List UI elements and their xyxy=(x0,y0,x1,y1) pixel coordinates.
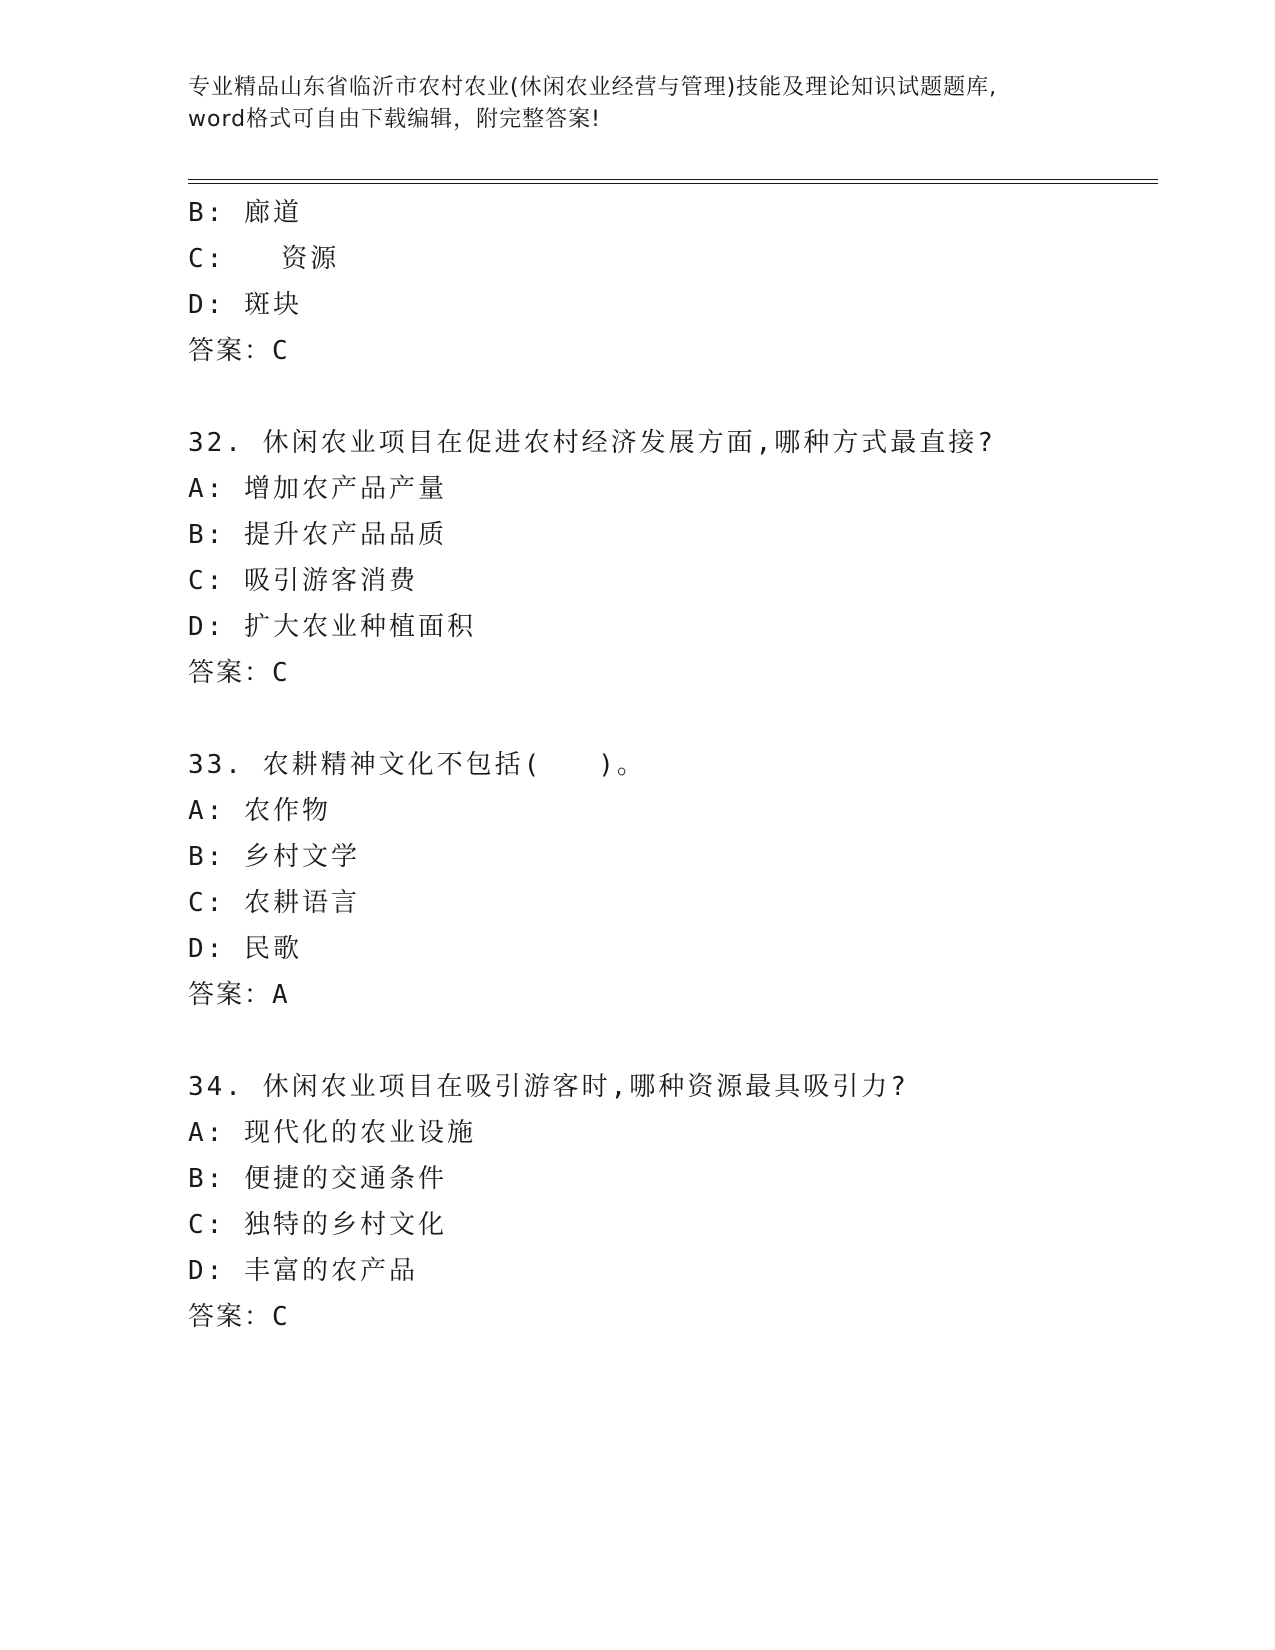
option-line xyxy=(188,282,1158,328)
option-text: 增加农产品产量 xyxy=(243,474,447,504)
option-text: 农作物 xyxy=(243,796,331,826)
answer-value: C xyxy=(272,1302,290,1332)
option-label: C: xyxy=(188,888,226,918)
answer-value: C xyxy=(272,658,290,688)
option-label: B: xyxy=(188,198,226,228)
continued-question xyxy=(188,190,1158,374)
option-text: 独特的乡村文化 xyxy=(243,1210,447,1240)
option-text: 斑块 xyxy=(243,290,302,320)
option-text: 提升农产品品质 xyxy=(243,520,447,550)
option-line xyxy=(188,466,1158,512)
option-text: 现代化的农业设施 xyxy=(243,1118,476,1148)
question-stem-line xyxy=(188,1064,1158,1110)
option-line xyxy=(188,1156,1158,1202)
answer-line xyxy=(188,328,1158,374)
option-text: 便捷的交通条件 xyxy=(243,1164,447,1194)
option-label: A: xyxy=(188,796,226,826)
answer-line xyxy=(188,1294,1158,1340)
option-label: D: xyxy=(188,290,226,320)
option-label: C: xyxy=(188,1210,226,1240)
option-line xyxy=(188,1202,1158,1248)
option-text: 丰富的农产品 xyxy=(243,1256,418,1286)
option-line xyxy=(188,880,1158,926)
document-header xyxy=(188,72,1088,136)
option-text: 农耕语言 xyxy=(243,888,360,918)
question-stem: 农耕精神文化不包括( )。 xyxy=(262,750,646,780)
option-text: 扩大农业种植面积 xyxy=(243,612,476,642)
answer-label: 答案： xyxy=(188,336,273,366)
option-label: A: xyxy=(188,474,226,504)
option-label: D: xyxy=(188,934,226,964)
option-line xyxy=(188,512,1158,558)
question-block xyxy=(188,742,1158,1018)
option-label: B: xyxy=(188,842,226,872)
header-divider-top xyxy=(188,179,1158,180)
question-stem: 休闲农业项目在促进农村经济发展方面,哪种方式最直接? xyxy=(262,428,996,458)
option-label: C: xyxy=(188,566,226,596)
option-line xyxy=(188,558,1158,604)
answer-label: 答案： xyxy=(188,658,273,688)
header-line-1: 专业精品山东省临沂市农村农业(休闲农业经营与管理)技能及理论知识试题题库, xyxy=(188,75,998,100)
option-line xyxy=(188,1110,1158,1156)
option-label: D: xyxy=(188,1256,226,1286)
answer-line xyxy=(188,650,1158,696)
answer-value: A xyxy=(272,980,290,1010)
option-line xyxy=(188,788,1158,834)
option-label: A: xyxy=(188,1118,226,1148)
option-line xyxy=(188,926,1158,972)
header-line-2: word格式可自由下载编辑，附完整答案! xyxy=(188,107,601,132)
option-line xyxy=(188,604,1158,650)
answer-label: 答案： xyxy=(188,1302,273,1332)
option-text: 吸引游客消费 xyxy=(243,566,418,596)
question-block xyxy=(188,1064,1158,1340)
question-stem: 休闲农业项目在吸引游客时,哪种资源最具吸引力? xyxy=(262,1072,909,1102)
option-text: 乡村文学 xyxy=(243,842,360,872)
answer-line xyxy=(188,972,1158,1018)
option-label: C: xyxy=(188,244,226,274)
question-block xyxy=(188,420,1158,696)
option-text: 廊道 xyxy=(243,198,302,228)
question-stem-line xyxy=(188,742,1158,788)
answer-label: 答案： xyxy=(188,980,273,1010)
question-number: 32. xyxy=(188,428,244,458)
option-line xyxy=(188,834,1158,880)
header-divider-bottom xyxy=(188,183,1158,184)
option-label: D: xyxy=(188,612,226,642)
question-stem-line xyxy=(188,420,1158,466)
question-number: 33. xyxy=(188,750,244,780)
option-text: 民歌 xyxy=(243,934,302,964)
question-content xyxy=(188,190,1158,1340)
option-label: B: xyxy=(188,1164,226,1194)
option-line xyxy=(188,190,1158,236)
option-label: B: xyxy=(188,520,226,550)
answer-value: C xyxy=(272,336,290,366)
option-line xyxy=(188,1248,1158,1294)
option-text: 资源 xyxy=(243,244,340,274)
question-number: 34. xyxy=(188,1072,244,1102)
option-line xyxy=(188,236,1158,282)
